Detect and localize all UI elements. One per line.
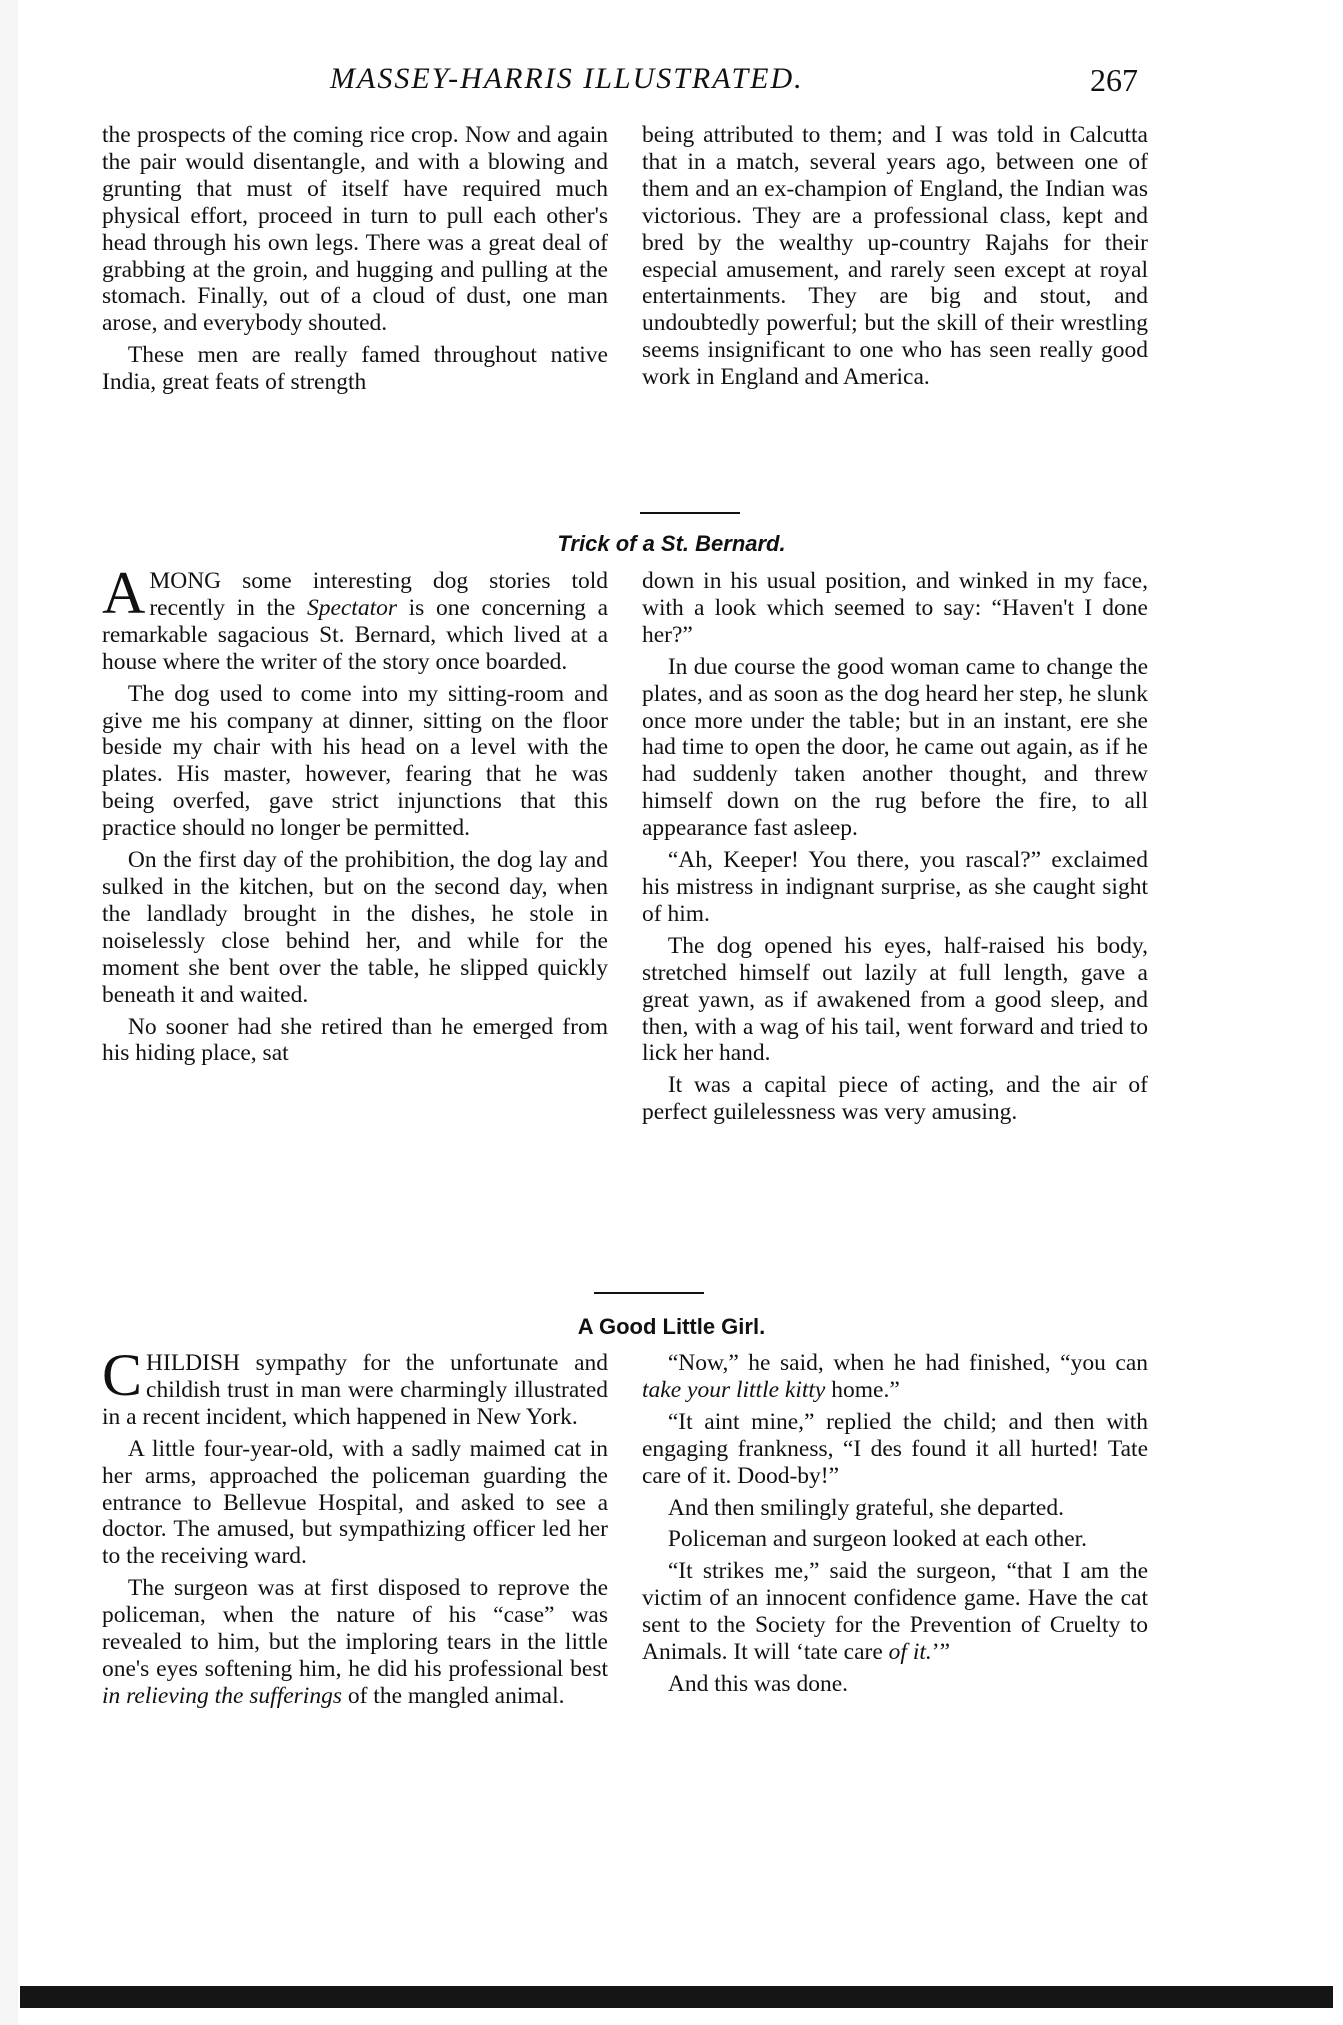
lead-smallcaps: HILDISH [146, 1350, 241, 1376]
paragraph: It was a capital piece of acting, and the air of perfect guilelessness was very amusing. [642, 1072, 1148, 1126]
publication-name: Spectator [306, 594, 398, 621]
journal-title: MASSEY-HARRIS ILLUSTRATED. [330, 62, 804, 95]
text-run: ’” [931, 1639, 951, 1666]
paragraph: The dog opened his eyes, half-raised his body, stretched himself out lazily at full length, gave a great yawn, as if awakened from a good sleep, and then, with a wag of his tail, went forward and tried to lick her hand. [642, 932, 1148, 1067]
good-girl-title: A Good Little Girl. [577, 1314, 766, 1339]
drop-cap: C [102, 1342, 143, 1408]
good-girl-column-2 [642, 1350, 1148, 1698]
text-run: The surgeon was at first disposed to reprove the policeman, when the nature of his “case” was revealed to him, but the imploring tears in the little one's eyes softening him, he did his professional best [102, 1575, 608, 1682]
paragraph [102, 1575, 608, 1710]
paragraph: No sooner had she retired than he emerged from his hiding place, sat [102, 1013, 608, 1067]
lead-text: some interesting dog stories told recently in the [149, 568, 608, 621]
paragraph [642, 1350, 1148, 1404]
paragraph: And this was done. [667, 1670, 848, 1697]
paragraph: down in his usual position, and winked in my face, with a look which seemed to say: “Haven't I done her?” [642, 568, 1148, 648]
italic-run: take your little kitty [642, 1376, 826, 1403]
top-article-column-2 [642, 122, 1148, 391]
lead-text: sympathy for the unfortunate and childish trust in man were charmingly illustrated in a recent incident, which happened in New York. [102, 1350, 608, 1430]
drop-cap: A [102, 560, 146, 626]
lead-paragraph [102, 1342, 608, 1431]
paragraph: being attributed to them; and I was told in Calcutta that in a match, several years ago, between one of them and an ex-champion of England, the Indian was victorious. They are a professional class, kept and bred by the wealthy up-country Rajahs for their especial amusement, and rarely seen except at royal entertainments. They are big and stout, and undoubtedly powerful; but the skill of their wrestling seems insignificant to one who has seen really good work in England and America. [642, 122, 1148, 391]
text-run: “Now,” he said, when he had finished, “you can [667, 1350, 1148, 1376]
paragraph: “Ah, Keeper! You there, you rascal?” exclaimed his mistress in indignant surprise, as she caught sight of him. [642, 847, 1148, 927]
paragraph: And then smilingly grateful, she departed. [667, 1494, 1064, 1521]
text-run: “It strikes me,” said the surgeon, “that I am the victim of an innocent confidence game. Have the cat sent to the Society for the Prevention of Cruelty to Animals. It will ‘tate care [642, 1558, 1148, 1666]
st-bernard-column-2 [642, 568, 1148, 1126]
paragraph: A little four-year-old, with a sadly maimed cat in her arms, approached the policeman guarding the entrance to Bellevue Hospital, and asked to see a doctor. The amused, but sympathizing officer led her to the receiving ward. [102, 1435, 608, 1570]
st-bernard-title: Trick of a St. Bernard. [557, 531, 786, 556]
lead-paragraph [102, 560, 609, 676]
page-number: 267 [1090, 62, 1138, 98]
text-run: of the mangled animal. [341, 1682, 565, 1709]
page-edge-shadow [0, 0, 18, 2025]
paragraph [642, 1558, 1148, 1666]
top-article-column-1 [102, 122, 608, 396]
paragraph: The dog used to come into my sitting-room and give me his company at dinner, sitting on the floor beside my chair with his head on a level with the plates. His master, however, fearing that he was being overfed, gave strict injunctions that this practice should no longer be permitted. [102, 680, 608, 842]
lead-smallcaps: MONG [149, 568, 222, 594]
paragraph: the prospects of the coming rice crop. Now and again the pair would disentangle, and with a blowing and grunting that must of itself have required much physical effort, proceed in turn to pull each other's head through his own legs. There was a great deal of grabbing at the groin, and hugging and pulling at the stomach. Finally, out of a cloud of dust, one man arose, and everybody shouted. [102, 122, 608, 337]
paragraph: These men are really famed throughout native India, great feats of strength [102, 342, 608, 396]
page-bottom-edge [20, 1986, 1333, 2008]
paragraph: “It aint mine,” replied the child; and then with engaging frankness, “I des found it all hurted! Tate care of it. Dood-by!” [642, 1408, 1148, 1489]
section-divider [594, 1292, 704, 1294]
text-run: home.” [825, 1376, 900, 1403]
running-head [0, 62, 1343, 112]
section-divider [640, 512, 740, 514]
st-bernard-column-1 [102, 560, 609, 1067]
italic-run: in relieving the sufferings [102, 1682, 342, 1709]
lead-text-end: is one concerning a remarkable sagacious St. Bernard, which lived at a house where the writer of the story once boarded. [102, 594, 609, 675]
paragraph: In due course the good woman came to change the plates, and as soon as the dog heard her step, he slunk once more under the table; but in an instant, ere she had time to open the door, he came out again, as if he had suddenly taken another thought, and threw himself down on the rug before the fire, to all appearance fast asleep. [642, 653, 1148, 842]
paragraph: Policeman and surgeon looked at each other. [667, 1526, 1088, 1553]
paragraph: On the first day of the prohibition, the dog lay and sulked in the kitchen, but on the second day, when the landlady brought in the dishes, he stole in noiselessly close behind her, and while for the moment she bent over the table, he slipped quickly beneath it and waited. [102, 847, 608, 1008]
italic-run: of it. [888, 1639, 932, 1666]
good-girl-column-1 [102, 1342, 608, 1710]
